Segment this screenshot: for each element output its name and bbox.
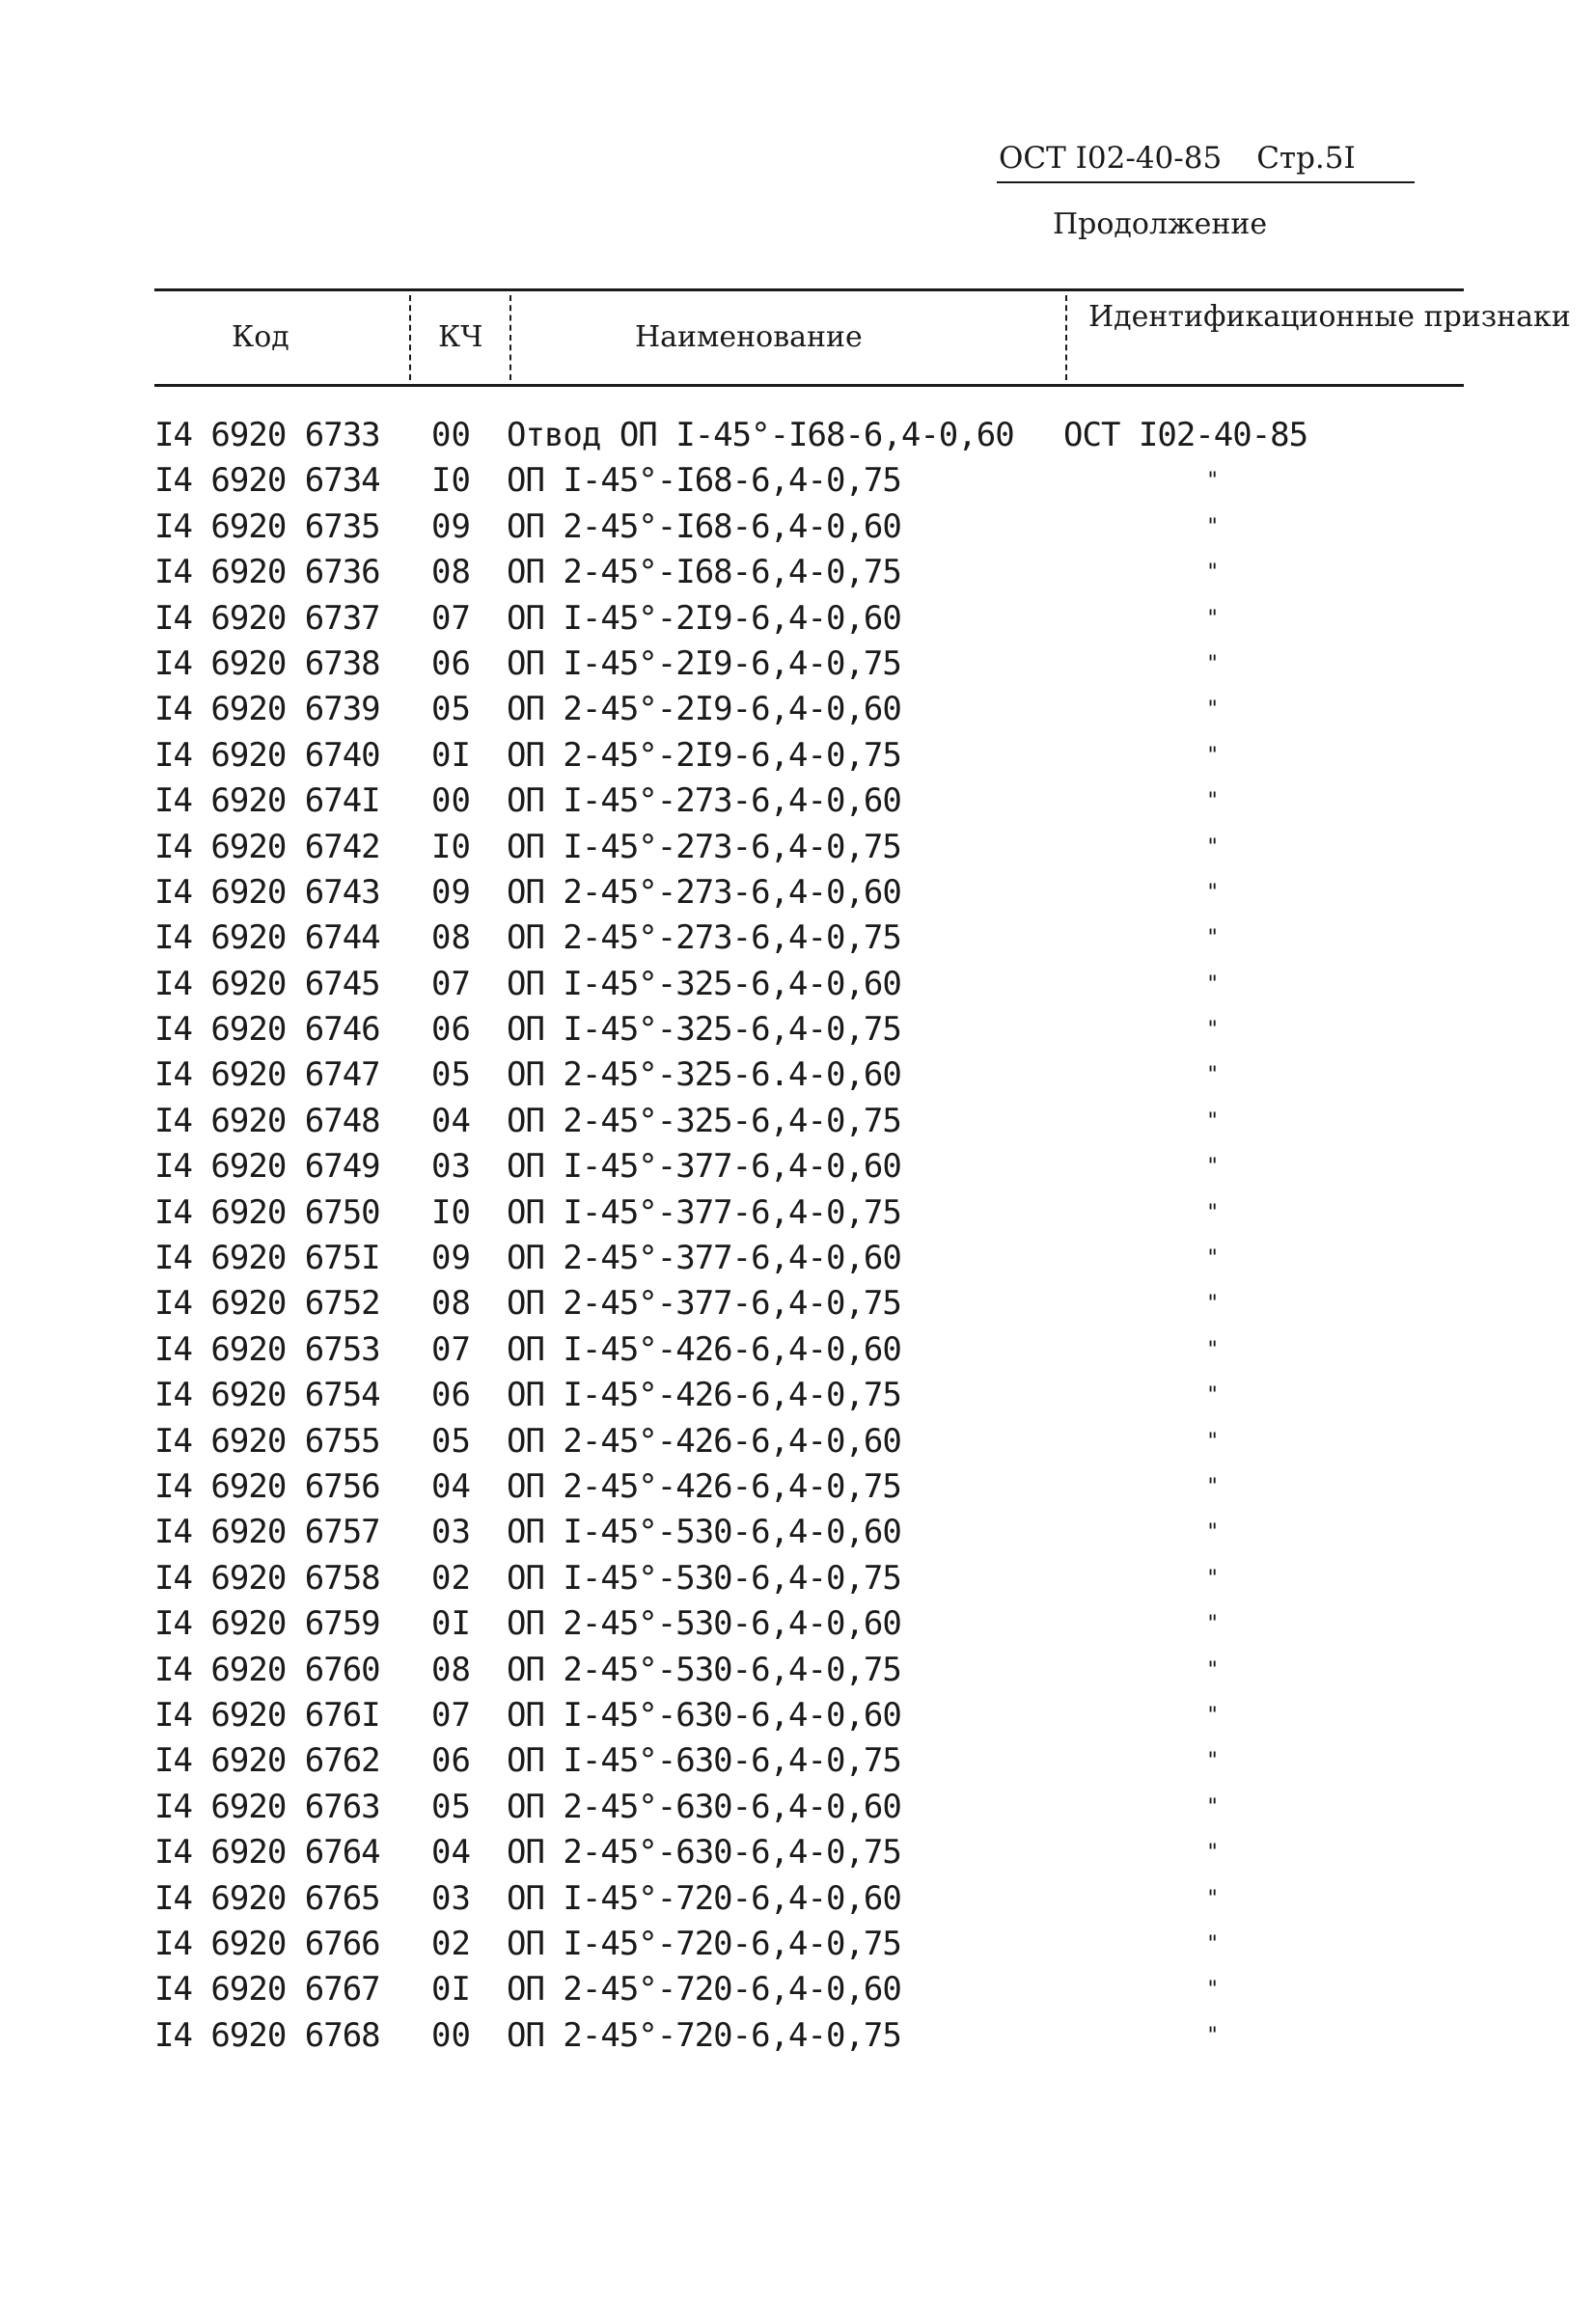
cell-kch: 07 [431,964,471,1003]
table-row [154,2013,1467,2059]
table-row [154,687,1467,732]
continuation-label: Продолжение [1053,207,1268,241]
cell-kch: 06 [431,1376,471,1415]
cell-kch: 07 [431,1695,471,1735]
cell-code: I4 6920 6744 [154,918,380,958]
cell-kch: 02 [431,1924,471,1963]
cell-kch: 04 [431,1833,471,1873]
cell-ident: ОСТ I02-40-85 [1063,416,1308,454]
cell-code: I4 6920 6764 [154,1833,380,1873]
table-row [154,1601,1467,1647]
cell-name: ОП 2-45°-530-6,4-0,75 [507,1650,901,1689]
cell-code: I4 6920 6752 [154,1284,380,1324]
cell-code: I4 6920 6746 [154,1010,380,1050]
cell-kch: 06 [431,1741,471,1781]
cell-code: I4 6920 6765 [154,1878,380,1918]
cell-code: I4 6920 6754 [154,1376,380,1415]
cell-ident: " [1206,469,1220,494]
cell-code: I4 6920 6756 [154,1466,380,1506]
cell-kch: 00 [431,416,471,454]
cell-name: ОП 2-45°-426-6,4-0,75 [507,1466,901,1506]
table-row [154,779,1467,824]
table-row [154,1099,1467,1144]
cell-code: I4 6920 6735 [154,506,380,546]
cell-ident: " [1206,926,1220,951]
cell-kch: 03 [431,1513,471,1552]
cell-name: Отвод ОП I-45°-I68-6,4-0,60 [507,416,1014,454]
cell-ident: " [1206,1703,1220,1728]
table-row [154,870,1467,916]
cell-name: ОП 2-45°-720-6,4-0,75 [507,2015,901,2055]
cell-name: ОП I-45°-273-6,4-0,75 [507,827,901,866]
column-header-kch: КЧ [438,320,483,354]
standard-number: ОСТ I02-40-85 [999,141,1223,176]
cell-ident: " [1206,1429,1220,1454]
cell-name: ОП 2-45°-630-6,4-0,60 [507,1787,901,1826]
cell-name: ОП I-45°-630-6,4-0,60 [507,1695,901,1735]
cell-ident: " [1206,1474,1220,1499]
table-row [154,1327,1467,1373]
cell-name: ОП 2-45°-630-6,4-0,75 [507,1833,901,1873]
column-divider [409,295,411,380]
cell-ident: " [1206,1520,1220,1545]
cell-name: ОП 2-45°-377-6,4-0,75 [507,1284,901,1324]
table-row [154,1419,1467,1464]
table-top-rule [154,288,1464,291]
cell-code: I4 6920 6766 [154,1924,380,1963]
cell-kch: 09 [431,872,471,912]
cell-name: ОП 2-45°-325-6.4-0,60 [507,1055,901,1095]
cell-ident: " [1206,1108,1220,1134]
cell-kch: 08 [431,553,471,592]
cell-kch: 07 [431,598,471,638]
cell-name: ОП 2-45°-I68-6,4-0,75 [507,553,901,592]
cell-code: I4 6920 6753 [154,1329,380,1369]
table-body [154,413,1467,2059]
cell-ident: " [1206,514,1220,539]
cell-name: ОП I-45°-377-6,4-0,75 [507,1192,901,1232]
column-divider [1065,295,1067,380]
cell-name: ОП 2-45°-I68-6,4-0,60 [507,506,901,546]
table-row [154,1053,1467,1098]
cell-ident: " [1206,1931,1220,1956]
table-row [154,596,1467,642]
cell-kch: I0 [431,827,471,866]
cell-ident: " [1206,1063,1220,1088]
cell-ident: " [1206,1612,1220,1637]
cell-ident: " [1206,1566,1220,1591]
cell-ident: " [1206,1018,1220,1043]
table-header-rule [154,384,1464,387]
cell-name: ОП I-45°-720-6,4-0,60 [507,1878,901,1918]
cell-code: I4 6920 6733 [154,416,380,454]
cell-name: ОП 2-45°-273-6,4-0,60 [507,872,901,912]
cell-name: ОП 2-45°-325-6,4-0,75 [507,1101,901,1140]
table-row [154,1922,1467,1967]
cell-kch: 04 [431,1466,471,1506]
cell-name: ОП I-45°-2I9-6,4-0,75 [507,643,901,683]
cell-kch: 07 [431,1329,471,1369]
table-row [154,1281,1467,1326]
page-number: Стр.5I [1256,141,1356,176]
cell-kch: 00 [431,2015,471,2055]
cell-name: ОП I-45°-2I9-6,4-0,60 [507,598,901,638]
cell-code: I4 6920 6762 [154,1741,380,1781]
cell-name: ОП 2-45°-530-6,4-0,60 [507,1604,901,1644]
cell-name: ОП 2-45°-2I9-6,4-0,60 [507,690,901,729]
cell-ident: " [1206,789,1220,814]
table-row [154,1144,1467,1189]
cell-code: I4 6920 674I [154,781,380,821]
cell-name: ОП I-45°-273-6,4-0,60 [507,781,901,821]
cell-kch: 03 [431,1878,471,1918]
cell-kch: 05 [431,690,471,729]
cell-code: I4 6920 676I [154,1695,380,1735]
cell-kch: 09 [431,506,471,546]
cell-code: I4 6920 6768 [154,2015,380,2055]
cell-name: ОП 2-45°-2I9-6,4-0,75 [507,735,901,775]
cell-code: I4 6920 6734 [154,461,380,501]
cell-code: I4 6920 6757 [154,1513,380,1552]
cell-ident: " [1206,1749,1220,1774]
cell-kch: 05 [431,1787,471,1826]
cell-code: I4 6920 6750 [154,1192,380,1232]
cell-ident: " [1206,971,1220,997]
table-row [154,1464,1467,1510]
cell-name: ОП I-45°-377-6,4-0,60 [507,1147,901,1187]
cell-kch: 0I [431,1970,471,2010]
cell-code: I4 6920 6747 [154,1055,380,1095]
cell-ident: " [1206,1292,1220,1317]
cell-kch: 09 [431,1239,471,1278]
cell-code: I4 6920 6755 [154,1421,380,1461]
table-row [154,458,1467,504]
table-row [154,1738,1467,1784]
cell-kch: I0 [431,461,471,501]
cell-code: I4 6920 6739 [154,690,380,729]
column-header-code: Код [232,320,289,354]
table-row [154,1648,1467,1693]
cell-ident: " [1206,2023,1220,2048]
cell-code: I4 6920 6760 [154,1650,380,1689]
table-row [154,505,1467,550]
cell-code: I4 6920 6759 [154,1604,380,1644]
cell-code: I4 6920 675I [154,1239,380,1278]
cell-name: ОП 2-45°-426-6,4-0,60 [507,1421,901,1461]
cell-ident: " [1206,880,1220,905]
cell-kch: 0I [431,735,471,775]
cell-code: I4 6920 6742 [154,827,380,866]
table-row [154,1236,1467,1281]
table-row [154,733,1467,779]
table-row [154,550,1467,595]
cell-kch: 06 [431,1010,471,1050]
cell-name: ОП I-45°-426-6,4-0,75 [507,1376,901,1415]
cell-ident: " [1206,1657,1220,1682]
cell-name: ОП I-45°-426-6,4-0,60 [507,1329,901,1369]
cell-code: I4 6920 6758 [154,1558,380,1598]
cell-kch: I0 [431,1192,471,1232]
cell-code: I4 6920 6738 [154,643,380,683]
table-row [154,825,1467,870]
cell-name: ОП I-45°-720-6,4-0,75 [507,1924,901,1963]
cell-name: ОП 2-45°-273-6,4-0,75 [507,918,901,958]
cell-code: I4 6920 6740 [154,735,380,775]
cell-kch: 06 [431,643,471,683]
reference-underline [997,181,1415,183]
table-row [154,962,1467,1007]
cell-ident: " [1206,606,1220,631]
cell-ident: " [1206,651,1220,676]
table-row [154,1510,1467,1555]
cell-name: ОП I-45°-325-6,4-0,60 [507,964,901,1003]
table-row [154,916,1467,961]
cell-ident: " [1206,1383,1220,1408]
cell-name: ОП 2-45°-720-6,4-0,60 [507,1970,901,2010]
cell-kch: 05 [431,1055,471,1095]
cell-code: I4 6920 6763 [154,1787,380,1826]
column-header-name: Наименование [635,320,863,354]
table-row [154,1373,1467,1418]
cell-ident: " [1206,1200,1220,1225]
cell-kch: 00 [431,781,471,821]
column-divider [509,295,511,380]
cell-code: I4 6920 6748 [154,1101,380,1140]
cell-kch: 03 [431,1147,471,1187]
cell-ident: " [1206,834,1220,860]
cell-name: ОП I-45°-530-6,4-0,60 [507,1513,901,1552]
cell-name: ОП 2-45°-377-6,4-0,60 [507,1239,901,1278]
table-row [154,1876,1467,1922]
column-header-ident: Идентификационные признаки [1088,300,1571,334]
cell-kch: 05 [431,1421,471,1461]
table-row [154,1785,1467,1830]
cell-kch: 02 [431,1558,471,1598]
cell-kch: 08 [431,918,471,958]
cell-ident: " [1206,1886,1220,1911]
table-row [154,1830,1467,1875]
cell-code: I4 6920 6767 [154,1970,380,2010]
cell-kch: 04 [431,1101,471,1140]
cell-ident: " [1206,1246,1220,1271]
table-row [154,1556,1467,1601]
cell-code: I4 6920 6743 [154,872,380,912]
cell-kch: 0I [431,1604,471,1644]
cell-ident: " [1206,697,1220,723]
cell-name: ОП I-45°-530-6,4-0,75 [507,1558,901,1598]
table-row [154,413,1467,458]
table-row [154,1007,1467,1053]
cell-kch: 08 [431,1284,471,1324]
cell-ident: " [1206,1155,1220,1180]
cell-ident: " [1206,1794,1220,1819]
cell-ident: " [1206,1337,1220,1362]
cell-ident: " [1206,1978,1220,2003]
table-row [154,1190,1467,1236]
cell-code: I4 6920 6736 [154,553,380,592]
cell-ident: " [1206,560,1220,586]
table-row [154,1967,1467,2012]
cell-ident: " [1206,743,1220,768]
cell-name: ОП I-45°-I68-6,4-0,75 [507,461,901,501]
cell-code: I4 6920 6749 [154,1147,380,1187]
cell-code: I4 6920 6745 [154,964,380,1003]
table-row [154,642,1467,687]
cell-ident: " [1206,1841,1220,1866]
cell-name: ОП I-45°-325-6,4-0,75 [507,1010,901,1050]
cell-name: ОП I-45°-630-6,4-0,75 [507,1741,901,1781]
document-reference [999,141,1356,176]
table-row [154,1693,1467,1738]
cell-code: I4 6920 6737 [154,598,380,638]
cell-kch: 08 [431,1650,471,1689]
